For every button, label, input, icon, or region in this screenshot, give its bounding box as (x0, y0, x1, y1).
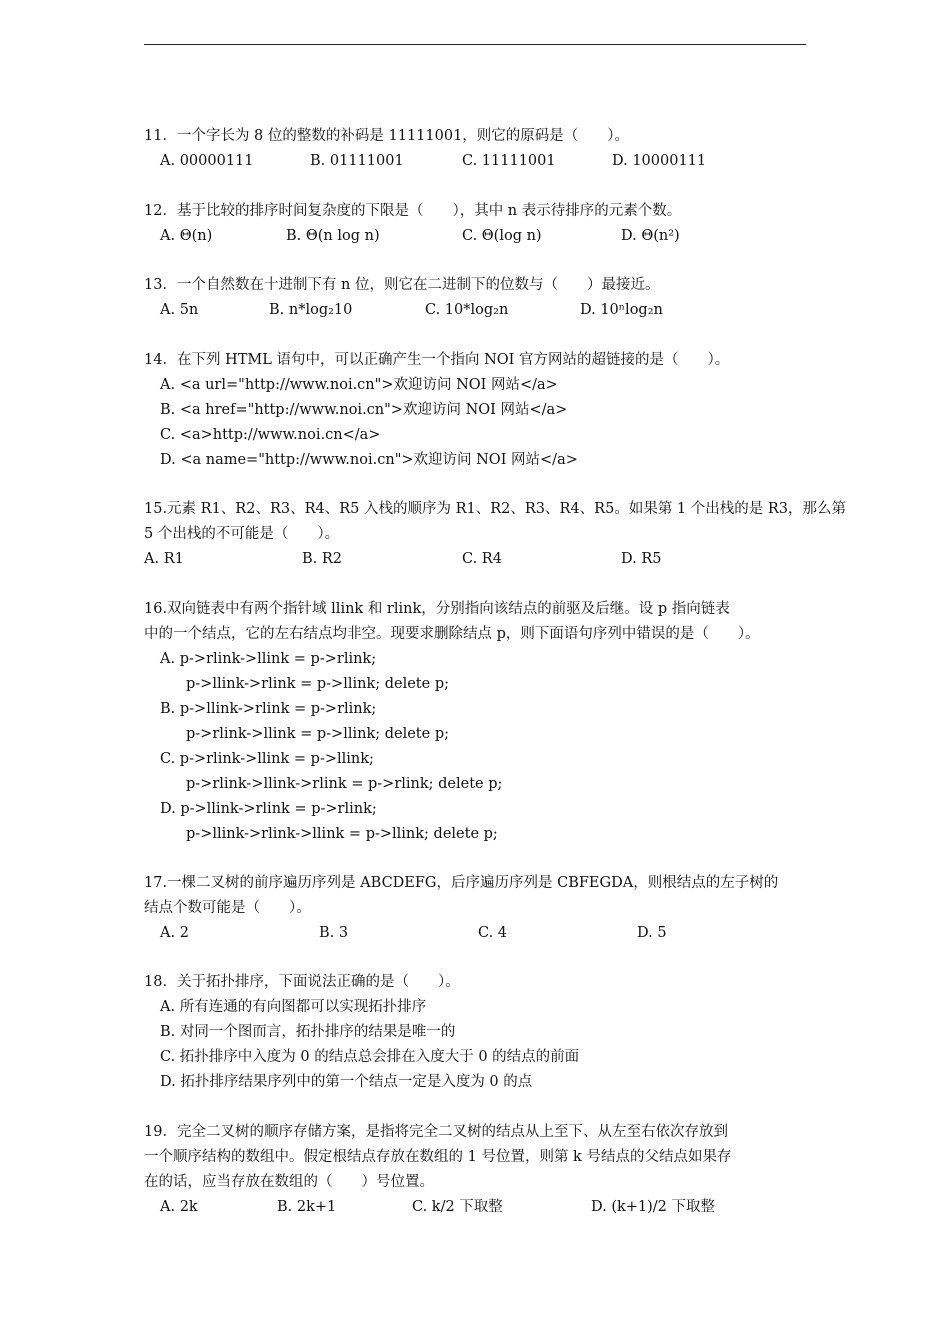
option-d: D. (k+1)/2 下取整 (591, 1199, 716, 1215)
option-row (144, 921, 816, 946)
option-c: C. 4 (478, 925, 508, 941)
option-b-line1: B. p->llink->rlink = p->rlink; (160, 701, 377, 717)
option-c-line2: p->rlink->llink->rlink = p->rlink; delete p; (186, 776, 503, 792)
question-stem: 19．完全二叉树的顺序存储方案，是指将完全二叉树的结点从上至下、从左至右依次存放到 (144, 1124, 728, 1140)
question-stem: 18．关于拓扑排序，下面说法正确的是（ ）。 (144, 974, 460, 990)
option-row (144, 224, 816, 249)
question-stem: 12．基于比较的排序时间复杂度的下限是（ ），其中 n 表示待排序的元素个数。 (144, 203, 682, 219)
question-11 (144, 124, 816, 174)
option-row (144, 149, 816, 174)
question-12 (144, 199, 816, 249)
option-b: B. <a href="http://www.noi.cn">欢迎访问 NOI 网站</a> (160, 402, 568, 418)
option-d: D. 5 (637, 925, 667, 941)
option-b: B. R2 (302, 551, 343, 567)
question-19 (144, 1120, 816, 1220)
question-stem-cont: 中的一个结点，它的左右结点均非空。现要求删除结点 p，则下面语句序列中错误的是（ ）。 (144, 626, 760, 642)
option-b: B. 01111001 (310, 153, 404, 169)
option-a: A. <a url="http://www.noi.cn">欢迎访问 NOI 网站</a> (160, 377, 558, 393)
option-b: B. 3 (319, 925, 349, 941)
question-stem: 14．在下列 HTML 语句中，可以正确产生一个指向 NOI 官方网站的超链接的是（ ）。 (144, 352, 730, 368)
option-b: B. Θ(n log n) (286, 228, 380, 244)
option-row (144, 1195, 816, 1220)
option-c: C. 11111001 (462, 153, 556, 169)
option-a: A. 00000111 (160, 153, 254, 169)
question-stem-cont: 在的话，应当存放在数组的（ ）号位置。 (144, 1174, 434, 1190)
option-c-line1: C. p->rlink->llink = p->llink; (160, 751, 374, 767)
option-a: A. 所有连通的有向图都可以实现拓扑排序 (160, 999, 427, 1015)
option-c: C. Θ(log n) (462, 228, 542, 244)
option-d-line2: p->llink->rlink->llink = p->llink; delete p; (186, 826, 498, 842)
question-stem: 16.双向链表中有两个指针域 llink 和 rlink，分别指向该结点的前驱及后继。设 p 指向链表 (144, 601, 730, 617)
option-b: B. 2k+1 (277, 1199, 337, 1215)
question-stem: 13．一个自然数在十进制下有 n 位，则它在二进制下的位数与（ ）最接近。 (144, 277, 660, 293)
option-d: D. Θ(n²) (621, 228, 680, 244)
question-stem: 11．一个字长为 8 位的整数的补码是 11111001，则它的原码是（ ）。 (144, 128, 630, 144)
question-16 (144, 597, 816, 847)
option-b-line2: p->rlink->llink = p->llink; delete p; (186, 726, 449, 742)
option-a: A. 2 (160, 925, 189, 941)
option-d: D. 10ⁿlog₂n (580, 302, 663, 318)
option-d: D. 拓扑排序结果序列中的第一个结点一定是入度为 0 的点 (160, 1074, 533, 1090)
option-d: D. R5 (621, 551, 662, 567)
question-stem: 15.元素 R1、R2、R3、R4、R5 入栈的顺序为 R1、R2、R3、R4、R5。如果第 1 个出栈的是 R3，那么第 (144, 501, 847, 517)
option-c: C. 10*log₂n (425, 302, 509, 318)
option-a: A. 2k (160, 1199, 198, 1215)
option-a: A. R1 (144, 551, 184, 567)
option-row (144, 298, 816, 323)
option-a-line2: p->llink->rlink = p->llink; delete p; (186, 676, 449, 692)
question-15 (144, 497, 847, 572)
option-c: C. k/2 下取整 (412, 1199, 503, 1215)
option-c: C. R4 (462, 551, 502, 567)
question-17 (144, 871, 816, 946)
header-rule (144, 44, 806, 45)
option-b: B. 对同一个图而言，拓扑排序的结果是唯一的 (160, 1024, 456, 1040)
option-row (144, 547, 816, 572)
question-stem-cont: 结点个数可能是（ ）。 (144, 900, 311, 916)
option-a-line1: A. p->rlink->llink = p->rlink; (160, 651, 377, 667)
question-stem-cont: 一个顺序结构的数组中。假定根结点存放在数组的 1 号位置，则第 k 号结点的父结点如果存 (144, 1149, 732, 1165)
option-d-line1: D. p->llink->rlink = p->rlink; (160, 801, 377, 817)
option-c: C. <a>http://www.noi.cn</a> (160, 427, 381, 443)
question-stem-cont: 5 个出栈的不可能是（ ）。 (144, 526, 340, 542)
option-a: A. Θ(n) (160, 228, 213, 244)
question-13 (144, 273, 816, 323)
question-18 (144, 970, 816, 1095)
question-14 (144, 348, 816, 473)
option-a: A. 5n (160, 302, 199, 318)
option-d: D. <a name="http://www.noi.cn">欢迎访问 NOI 网站</a> (160, 452, 578, 468)
option-b: B. n*log₂10 (269, 302, 353, 318)
option-c: C. 拓扑排序中入度为 0 的结点总会排在入度大于 0 的结点的前面 (160, 1049, 580, 1065)
question-stem: 17.一棵二叉树的前序遍历序列是 ABCDEFG，后序遍历序列是 CBFEGDA，则根结点的左子树的 (144, 875, 779, 891)
option-d: D. 10000111 (612, 153, 707, 169)
